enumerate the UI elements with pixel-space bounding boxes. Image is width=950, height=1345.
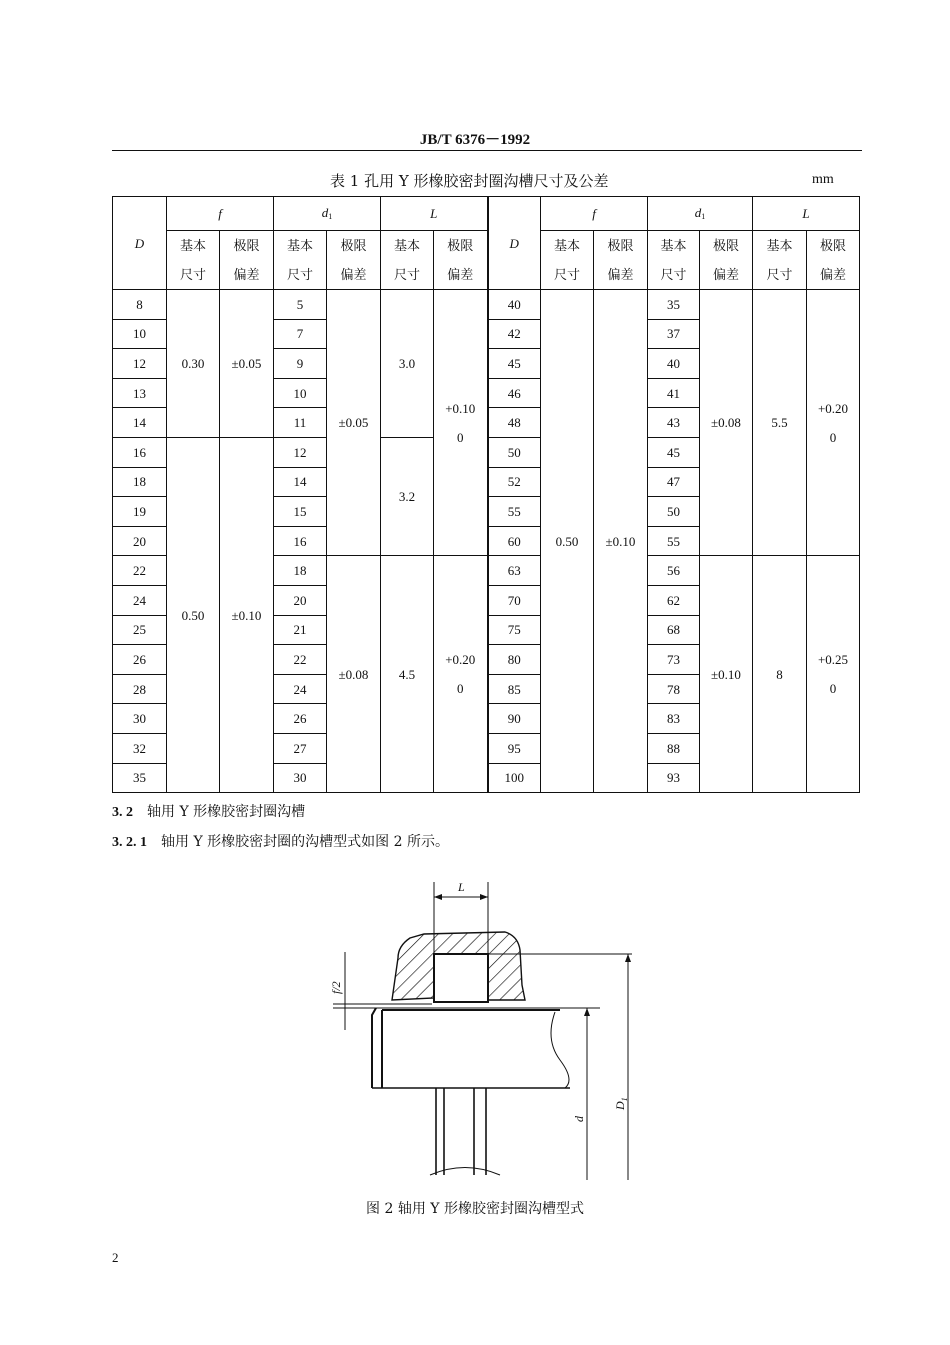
table-cell-D: 46 [488,378,541,408]
table-cell-d1: 47 [648,467,700,497]
table-cell-D: 19 [113,497,167,527]
header-d1-right: $d_1$ [648,197,753,231]
label-L: L [458,880,465,894]
shaft [372,1008,560,1088]
table-cell-d1: 16 [274,526,327,556]
table-cell-d1: 12 [274,437,327,467]
table-cell-D: 20 [113,526,167,556]
table-cell-L-basic: 5.5 [753,290,807,556]
header-rule [112,150,862,151]
standard-number: JB/T 6376－1992 [419,132,531,148]
section-number: 3. 2. 1 [112,835,147,850]
header-f: f [167,197,274,231]
table-cell-L-basic: 3.0 [381,290,434,438]
header-limit: 极限 偏差 [434,231,488,290]
table-cell-D: 42 [488,319,541,349]
table-cell-d1: 83 [648,704,700,734]
header-basic: 基本 尺寸 [167,231,220,290]
table-cell-D: 90 [488,704,541,734]
table-cell-L-basic: 8 [753,556,807,793]
table-cell-d1: 15 [274,497,327,527]
table-cell-d1: 50 [648,497,700,527]
page-number: 2 [112,1250,119,1265]
table-cell-d1: 56 [648,556,700,586]
header-limit: 极限 偏差 [327,231,381,290]
table-cell-d1-dev: ±0.08 [327,556,381,793]
section-title: 轴用 Y 形橡胶密封圈沟槽 [147,804,306,820]
table-cell-d1: 14 [274,467,327,497]
section-text: 轴用 Y 形橡胶密封圈的沟槽型式如图 2 所示。 [161,834,449,850]
table-cell-d1: 41 [648,378,700,408]
table-cell-D: 60 [488,526,541,556]
table-cell-d1: 18 [274,556,327,586]
table-cell-D: 10 [113,319,167,349]
table-cell-d1: 22 [274,645,327,675]
header-L-right: L [753,197,860,231]
table-cell-L-dev: +0.25 0 [807,556,860,793]
label-D1: $D_1$ [613,1097,629,1110]
header-d1: $d_1$ [274,197,381,231]
groove-figure [320,870,640,1190]
table-cell-d1: 93 [648,763,700,793]
header-limit: 极限 偏差 [220,231,274,290]
table-cell-d1: 88 [648,733,700,763]
table-cell-D: 50 [488,437,541,467]
table-cell-D: 25 [113,615,167,645]
table-cell-D: 26 [113,645,167,675]
table-cell-f-dev: ±0.10 [594,290,648,793]
table-cell-D: 24 [113,585,167,615]
table-cell-D: 8 [113,290,167,320]
table-cell-D: 52 [488,467,541,497]
table-cell-d1: 11 [274,408,327,438]
table-cell-L-basic: 3.2 [381,437,434,555]
table-cell-D: 100 [488,763,541,793]
groove-dimension-table [112,196,860,793]
header-limit: 极限 偏差 [700,231,753,290]
table-cell-D: 85 [488,674,541,704]
groove-rect [434,954,488,1002]
table-cell-D: 80 [488,645,541,675]
table-cell-D: 35 [113,763,167,793]
table-cell-f-basic: 0.50 [167,437,220,792]
table-cell-d1: 26 [274,704,327,734]
table-cell-d1-dev: ±0.08 [700,290,753,556]
table-cell-d1: 73 [648,645,700,675]
header-D-right: D [488,197,541,290]
header-basic: 基本 尺寸 [274,231,327,290]
table-cell-L-dev: +0.10 0 [434,290,488,556]
section-number: 3. 2 [112,805,133,820]
table-cell-d1: 30 [274,763,327,793]
table-cell-d1: 7 [274,319,327,349]
table-cell-D: 40 [488,290,541,320]
table-cell-D: 12 [113,349,167,379]
table-cell-f-basic: 0.50 [541,290,594,793]
table-cell-d1: 5 [274,290,327,320]
table-cell-d1: 9 [274,349,327,379]
table-cell-d1: 35 [648,290,700,320]
table-cell-D: 75 [488,615,541,645]
table-cell-f-dev: ±0.05 [220,290,274,438]
table-cell-d1: 55 [648,526,700,556]
table-cell-D: 13 [113,378,167,408]
table-cell-d1: 20 [274,585,327,615]
table-cell-d1: 37 [648,319,700,349]
table-cell-d1-dev: ±0.05 [327,290,381,556]
header-f-right: f [541,197,648,231]
header-basic: 基本 尺寸 [541,231,594,290]
header-limit: 极限 偏差 [594,231,648,290]
table-cell-d1: 40 [648,349,700,379]
table-cell-d1: 62 [648,585,700,615]
table-cell-d1: 68 [648,615,700,645]
section-3-2-1 [112,831,449,851]
table-cell-D: 14 [113,408,167,438]
section-3-2 [112,801,305,821]
table-cell-d1: 78 [648,674,700,704]
table-cell-D: 22 [113,556,167,586]
table-cell-d1: 10 [274,378,327,408]
table-caption: 表 1 孔用 Y 形橡胶密封圈沟槽尺寸及公差 [330,172,609,190]
table-cell-D: 63 [488,556,541,586]
table-cell-D: 28 [113,674,167,704]
table-cell-d1-dev: ±0.10 [700,556,753,793]
header-L: L [381,197,488,231]
table-cell-D: 18 [113,467,167,497]
table-cell-f-dev: ±0.10 [220,437,274,792]
table-cell-d1: 43 [648,408,700,438]
table-cell-d1: 24 [274,674,327,704]
table-cell-D: 55 [488,497,541,527]
table-cell-D: 48 [488,408,541,438]
table-unit: mm [812,172,834,187]
header-basic: 基本 尺寸 [648,231,700,290]
table-cell-D: 70 [488,585,541,615]
header-basic: 基本 尺寸 [381,231,434,290]
header-limit: 极限 偏差 [807,231,860,290]
table-cell-f-basic: 0.30 [167,290,220,438]
label-f2: f/2 [329,981,343,994]
header-D: D [113,197,167,290]
table-cell-L-dev: +0.20 0 [807,290,860,556]
table-cell-D: 32 [113,733,167,763]
table-cell-d1: 21 [274,615,327,645]
table-cell-L-basic: 4.5 [381,556,434,793]
table-cell-D: 30 [113,704,167,734]
table-cell-d1: 45 [648,437,700,467]
header-basic: 基本 尺寸 [753,231,807,290]
table-cell-L-dev: +0.20 0 [434,556,488,793]
label-d: d [572,1116,586,1122]
table-cell-D: 45 [488,349,541,379]
figure-caption: 图 2 轴用 Y 形橡胶密封圈沟槽型式 [366,1201,584,1217]
table-cell-D: 95 [488,733,541,763]
table-cell-d1: 27 [274,733,327,763]
table-cell-D: 16 [113,437,167,467]
